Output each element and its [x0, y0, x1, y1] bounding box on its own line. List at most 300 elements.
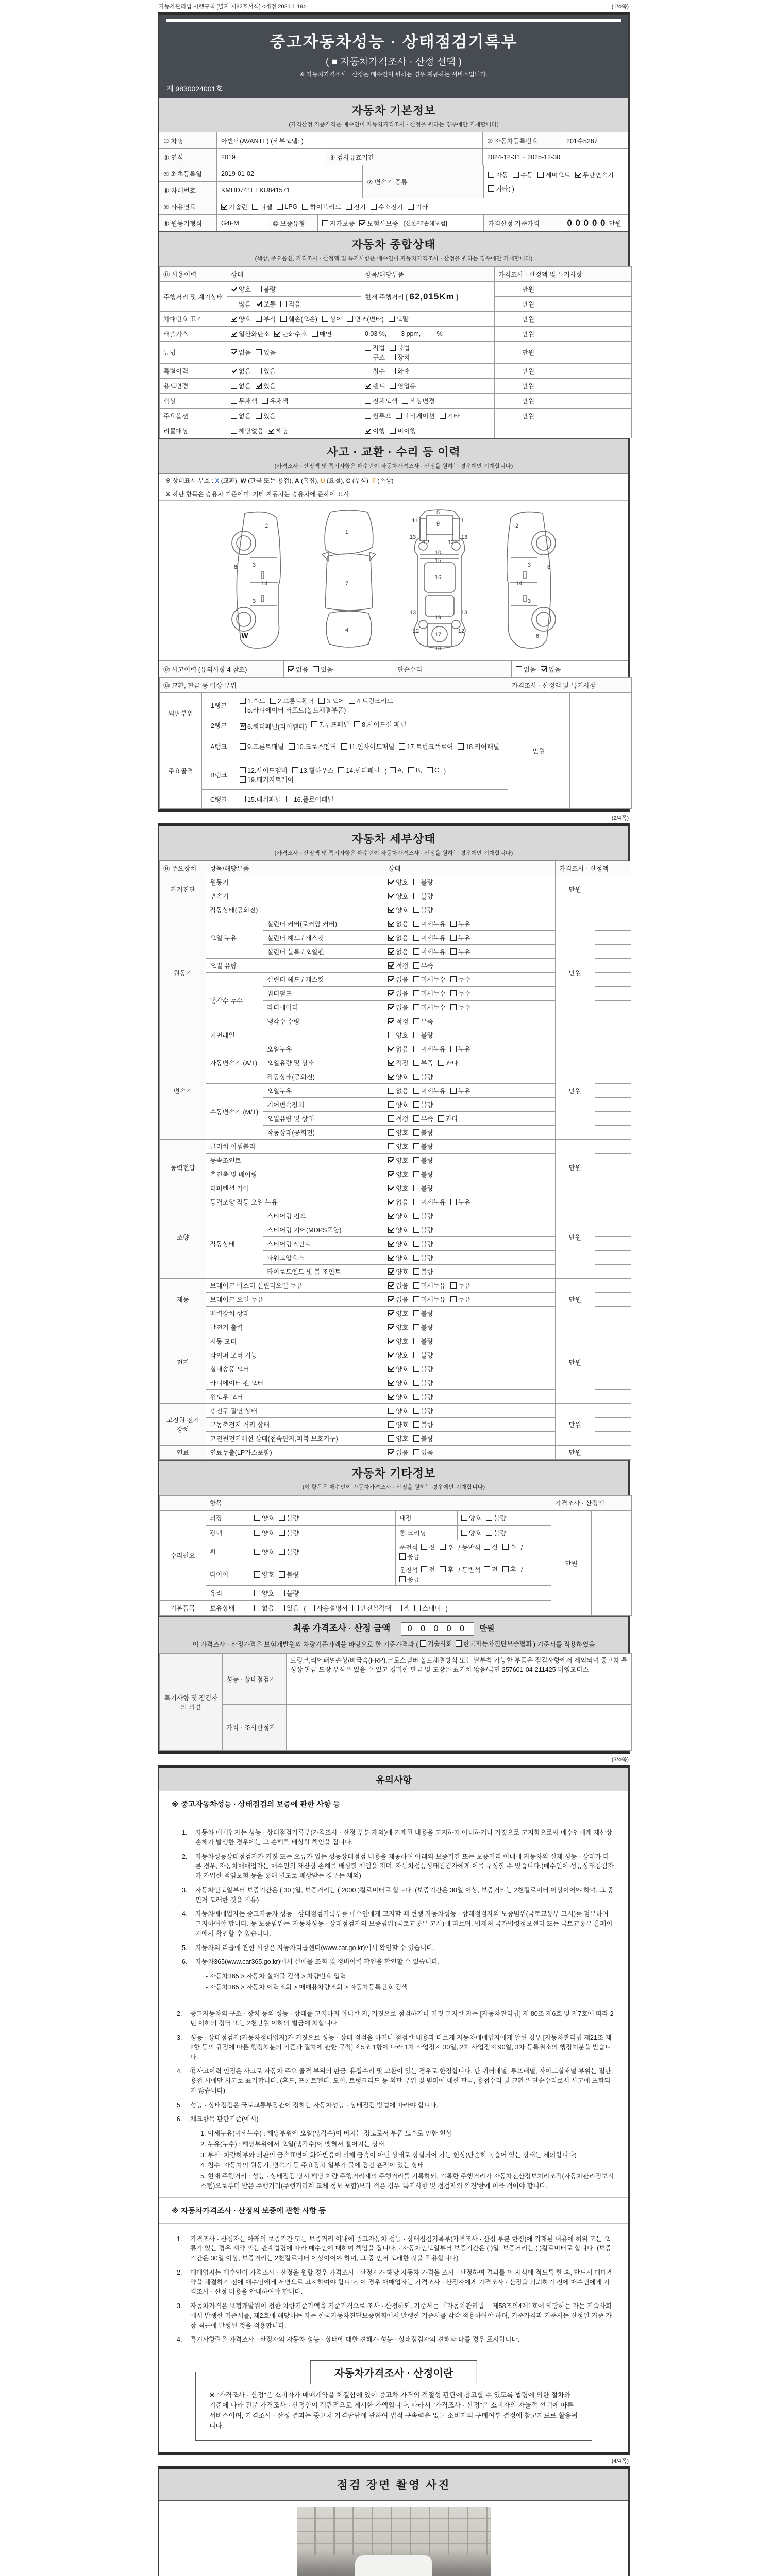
checkbox-label: 과다	[445, 1060, 458, 1067]
checkbox[interactable]	[413, 1268, 419, 1275]
checked-checkbox[interactable]	[388, 1449, 394, 1455]
checkbox[interactable]	[365, 398, 371, 404]
checkbox[interactable]	[413, 990, 419, 996]
checkbox-option	[413, 1030, 433, 1040]
checkbox-label: 양호	[396, 907, 409, 914]
top-meta-line	[158, 2, 630, 12]
checkbox[interactable]	[413, 1157, 419, 1163]
page-2-block	[158, 823, 630, 1754]
checkbox-label: 4.트렁크리드	[356, 698, 393, 705]
checkbox[interactable]	[346, 204, 352, 210]
checkbox[interactable]	[450, 1004, 457, 1010]
checkbox[interactable]	[280, 301, 287, 307]
checked-checkbox[interactable]	[388, 1282, 394, 1289]
checked-checkbox[interactable]	[388, 1380, 394, 1386]
checkbox[interactable]	[254, 1549, 260, 1555]
checkbox[interactable]	[502, 1566, 509, 1572]
checked-checkbox[interactable]	[388, 1352, 394, 1358]
checkbox-label: 후	[510, 1544, 516, 1551]
checked-checkbox[interactable]	[388, 1171, 394, 1177]
item-label: 스티어링 펌프	[263, 1209, 384, 1223]
checkbox[interactable]	[279, 1530, 285, 1536]
item-label: 작동상태(공회전)	[263, 1070, 384, 1084]
checkbox[interactable]	[488, 172, 494, 178]
checkbox[interactable]	[254, 1571, 260, 1578]
registration-number-value: 201수5287	[566, 137, 598, 145]
checkbox[interactable]	[413, 907, 419, 913]
checked-checkbox[interactable]	[388, 921, 394, 927]
checkbox[interactable]	[413, 1282, 419, 1289]
checkbox[interactable]	[354, 721, 360, 727]
checkbox[interactable]	[413, 1185, 419, 1191]
checkbox[interactable]	[341, 743, 347, 750]
checkbox[interactable]	[413, 1324, 419, 1330]
checked-checkbox[interactable]	[388, 990, 394, 996]
checked-checkbox[interactable]	[256, 301, 262, 307]
exchange-price-header: 가격조사 · 산정액 및 특기사항	[508, 678, 632, 693]
checkbox[interactable]	[413, 1143, 419, 1149]
checkbox[interactable]	[254, 1515, 260, 1521]
notice-list-c	[159, 2224, 628, 2355]
checkbox[interactable]	[413, 1046, 419, 1052]
blank-cell	[562, 342, 632, 364]
checkbox-option	[322, 314, 342, 324]
checkbox[interactable]	[390, 354, 396, 360]
checked-checkbox[interactable]	[388, 1227, 394, 1233]
checked-checkbox[interactable]	[575, 172, 581, 178]
checkbox[interactable]	[270, 698, 276, 704]
checkbox-label: 세미오토	[545, 172, 570, 179]
state-checks	[384, 1167, 556, 1181]
checkbox[interactable]	[240, 776, 246, 783]
checkbox[interactable]	[256, 413, 262, 419]
checkbox[interactable]	[440, 1566, 446, 1572]
checkbox[interactable]	[413, 1227, 419, 1233]
notice-item	[177, 2009, 615, 2029]
checkbox[interactable]	[347, 316, 353, 322]
checkbox[interactable]	[390, 767, 396, 773]
checkbox[interactable]	[413, 976, 419, 982]
checked-checkbox[interactable]	[231, 331, 237, 337]
checked-checkbox[interactable]	[388, 1296, 394, 1302]
checkbox-option	[231, 396, 257, 405]
checkbox[interactable]	[461, 1530, 467, 1536]
checkbox[interactable]	[450, 976, 457, 982]
sub-label: 휠	[206, 1540, 250, 1563]
checkbox[interactable]	[488, 185, 494, 192]
checkbox[interactable]	[240, 767, 246, 773]
checked-checkbox[interactable]	[388, 948, 394, 955]
legend-segment: X	[215, 477, 220, 484]
checked-checkbox[interactable]	[359, 220, 365, 226]
blank-cell	[595, 917, 631, 931]
checkbox-label: 있음	[321, 666, 333, 673]
checkbox[interactable]	[402, 398, 408, 404]
item-label: 스티어링 기어(MDPS포함)	[263, 1223, 384, 1237]
checked-checkbox[interactable]	[388, 1074, 394, 1080]
checkbox[interactable]	[240, 707, 246, 713]
checkbox[interactable]	[450, 1088, 457, 1094]
checkbox[interactable]	[440, 413, 446, 419]
notice-item-text: 성능 · 상태점검자(자동차정비업자)가 거짓으로 성능 · 상태 점검을 하거나 점검한 내용과 다르게 자동차매매업자에게 알린 경우 [자동차관리법 제21조 제2항 등의 규정에 따른 행정처분의 기준과 절차에 관한 규칙] 제5조 1항에 따라 1차 사업정지 30일, 2차 사업정지 90일, 3차 등록취소의 행정처분을 받습니다.	[190, 2034, 612, 2061]
blank-cell	[570, 693, 632, 809]
checkbox-option	[322, 218, 355, 228]
checkbox[interactable]	[413, 1435, 419, 1442]
checkbox-label: 무단변속기	[582, 172, 614, 179]
checked-checkbox[interactable]	[274, 331, 280, 337]
checkbox[interactable]	[365, 345, 371, 351]
checked-checkbox[interactable]	[231, 349, 237, 355]
checked-checkbox[interactable]	[388, 1394, 394, 1400]
legend-segment: (판금 또는 용접),	[246, 477, 295, 484]
checkbox[interactable]	[413, 1241, 419, 1247]
checked-checkbox[interactable]	[388, 1185, 394, 1191]
checkbox[interactable]	[256, 368, 262, 374]
checkbox-option	[389, 314, 409, 324]
checkbox[interactable]	[256, 316, 262, 322]
checked-checkbox[interactable]	[541, 666, 547, 672]
checkbox[interactable]	[537, 172, 544, 178]
checked-checkbox[interactable]	[268, 428, 274, 434]
checkbox[interactable]	[413, 1421, 419, 1428]
document-number: 제 9830024001호	[166, 84, 223, 93]
checked-checkbox[interactable]	[388, 1366, 394, 1372]
checkbox[interactable]	[413, 879, 419, 885]
price-assessor-remarks-text	[287, 1705, 632, 1751]
checkbox[interactable]	[240, 698, 246, 704]
checkbox[interactable]	[413, 1060, 419, 1066]
checked-checkbox[interactable]	[388, 976, 394, 982]
item-label: 브레이크 마스터 실린더오일 누유	[206, 1279, 384, 1293]
blank-cell	[595, 1070, 631, 1084]
checkbox[interactable]	[484, 1544, 490, 1550]
checked-checkbox[interactable]	[388, 1157, 394, 1163]
checkbox[interactable]	[413, 1129, 419, 1136]
device-group-label: 연료	[160, 1446, 206, 1460]
checkbox[interactable]	[390, 428, 396, 434]
checkbox[interactable]	[318, 698, 325, 704]
checkbox-label: 있음	[263, 368, 276, 375]
checkbox[interactable]	[365, 368, 371, 374]
checkbox[interactable]	[389, 316, 395, 322]
checkbox[interactable]	[438, 1115, 444, 1122]
checkbox[interactable]	[262, 398, 268, 404]
checkbox[interactable]	[413, 1074, 419, 1080]
checkbox-option	[427, 767, 439, 774]
checkbox[interactable]	[413, 1366, 419, 1372]
checkbox-label: 영업용	[397, 383, 416, 390]
checkbox[interactable]	[279, 1605, 285, 1611]
checkbox[interactable]	[450, 990, 457, 996]
sub-label: 내장	[396, 1511, 458, 1526]
checked-checkbox[interactable]	[388, 1004, 394, 1010]
checkbox[interactable]	[338, 767, 344, 773]
checkbox[interactable]	[486, 1530, 492, 1536]
checkbox[interactable]	[458, 743, 464, 750]
blank-cell	[595, 1042, 631, 1056]
checked-checkbox[interactable]	[256, 383, 262, 389]
checkbox-label: 후	[510, 1566, 516, 1573]
checkbox[interactable]	[413, 962, 419, 969]
checked-checkbox[interactable]	[231, 316, 237, 322]
checkbox[interactable]	[413, 1199, 419, 1205]
checkbox-label: 불량	[421, 893, 433, 900]
checkbox[interactable]	[252, 204, 258, 210]
checkbox-label: 불량	[263, 286, 276, 293]
checkbox[interactable]	[413, 921, 419, 927]
checked-checkbox[interactable]	[388, 1060, 394, 1066]
price-unit-cell: 만원	[495, 327, 562, 342]
checkbox[interactable]	[279, 1590, 285, 1596]
regulation-reference: 자동차관리법 시행규칙 [별지 제82호서식] <개정 2021.1.19>	[159, 4, 307, 10]
checked-checkbox[interactable]	[388, 962, 394, 969]
checkbox[interactable]	[413, 1338, 419, 1344]
checkbox-option	[274, 329, 307, 338]
checkbox-label: 없음	[396, 1004, 409, 1011]
checkbox[interactable]	[408, 204, 414, 210]
checkbox[interactable]	[421, 1544, 427, 1550]
checked-checkbox[interactable]	[388, 1213, 394, 1219]
checkbox[interactable]	[461, 1515, 467, 1521]
item-label: 스티어링조인트	[263, 1237, 384, 1251]
checked-checkbox[interactable]	[388, 1324, 394, 1330]
checkbox[interactable]	[280, 316, 287, 322]
checkbox-option	[450, 1281, 470, 1290]
basic-item-checks	[250, 1601, 551, 1616]
checked-checkbox[interactable]	[221, 204, 227, 210]
checkbox[interactable]	[413, 1088, 419, 1094]
checkbox[interactable]	[413, 1101, 419, 1108]
checkbox[interactable]	[450, 921, 457, 927]
checkbox[interactable]	[231, 428, 237, 434]
checkbox[interactable]	[349, 698, 355, 704]
checkbox[interactable]	[413, 1310, 419, 1316]
checkbox-option	[292, 766, 334, 775]
checkbox-label: 훼손(오손)	[288, 316, 317, 323]
checked-checkbox[interactable]	[288, 666, 294, 672]
checkbox[interactable]	[388, 1143, 394, 1149]
checkbox[interactable]	[388, 1101, 394, 1108]
checkbox-option	[513, 170, 533, 179]
checked-checkbox[interactable]	[388, 1338, 394, 1344]
checkbox[interactable]	[413, 1213, 419, 1219]
checkbox[interactable]	[311, 721, 317, 727]
w-mark-checkbox[interactable]: w	[240, 723, 246, 730]
checkbox-option	[365, 411, 391, 420]
checkbox[interactable]	[440, 1544, 446, 1550]
checkbox[interactable]	[413, 1352, 419, 1358]
checkbox[interactable]	[413, 1171, 419, 1177]
checkbox[interactable]	[396, 413, 402, 419]
checked-checkbox[interactable]	[388, 907, 394, 913]
checkbox[interactable]	[516, 666, 522, 672]
notice-sub-item: 3. 부식: 차량하부와 외판의 금속표면이 화학반응에 의해 금속이 아닌 상태로 상실되어 가는 현상(단순히 녹슬어 있는 상태는 제외합니다)	[200, 2151, 577, 2159]
checkbox[interactable]	[390, 383, 396, 389]
checkbox[interactable]	[456, 1640, 462, 1647]
checkbox[interactable]	[399, 1553, 406, 1560]
checkbox-label: 있음	[263, 383, 276, 390]
checkbox[interactable]	[450, 935, 457, 941]
checkbox[interactable]	[279, 1571, 285, 1578]
checkbox[interactable]	[254, 1590, 260, 1596]
checkbox[interactable]	[388, 1129, 394, 1136]
checkbox[interactable]	[413, 948, 419, 955]
checkbox[interactable]	[277, 204, 283, 210]
checkbox[interactable]	[388, 1435, 394, 1442]
checkbox[interactable]	[413, 1032, 419, 1038]
checkbox[interactable]	[390, 368, 396, 374]
checkbox[interactable]	[279, 1549, 285, 1555]
checked-checkbox[interactable]	[365, 383, 371, 389]
checkbox[interactable]	[256, 349, 262, 355]
item-label: 작동상태(공회전)	[206, 903, 384, 917]
wheel-position-checks	[396, 1540, 551, 1563]
checkbox[interactable]	[420, 1640, 426, 1647]
checkbox-label: 적정	[396, 1060, 409, 1067]
plain-text: )	[445, 1605, 448, 1613]
checkbox[interactable]	[421, 1566, 427, 1572]
accident-history-label: ⑫ 사고이력 (유의사항 4 참조)	[159, 661, 284, 677]
checkbox[interactable]	[427, 767, 433, 773]
legend-segment: (교환),	[219, 477, 241, 484]
checked-checkbox[interactable]	[388, 879, 394, 885]
checkbox[interactable]	[286, 796, 292, 802]
checkbox[interactable]	[450, 1046, 457, 1052]
checkbox[interactable]	[388, 1088, 394, 1094]
checkbox-label: 17.트렁크플로어	[407, 743, 453, 751]
checkbox[interactable]	[309, 1605, 315, 1611]
checkbox[interactable]	[254, 1530, 260, 1536]
checkbox-option	[413, 1003, 446, 1012]
checkbox-label: 과다	[445, 1115, 458, 1123]
checkbox[interactable]	[484, 1566, 490, 1572]
checkbox-option	[346, 202, 366, 211]
final-price-note	[159, 1639, 628, 1649]
checked-checkbox[interactable]	[388, 1310, 394, 1316]
checkbox[interactable]	[450, 948, 457, 955]
checkbox[interactable]	[292, 767, 298, 773]
checked-checkbox[interactable]	[231, 286, 237, 292]
checkbox[interactable]	[390, 345, 396, 351]
checkbox[interactable]	[289, 743, 295, 750]
checkbox-option	[402, 396, 434, 405]
checkbox[interactable]	[413, 1255, 419, 1261]
checked-checkbox[interactable]	[388, 1255, 394, 1261]
checkbox[interactable]	[399, 743, 405, 750]
checkbox[interactable]	[365, 413, 371, 419]
blank-cell	[562, 327, 632, 342]
item-label: 동력조향 작동 오일 누유	[206, 1195, 384, 1209]
checkbox[interactable]	[352, 1605, 359, 1611]
checkbox[interactable]	[438, 1060, 444, 1066]
checkbox[interactable]	[231, 383, 237, 389]
checkbox-label: 불량	[421, 1101, 433, 1109]
device-group-label: 조향	[160, 1195, 206, 1279]
checkbox[interactable]	[414, 1605, 421, 1611]
checkbox[interactable]	[413, 1380, 419, 1386]
checkbox[interactable]	[256, 286, 262, 292]
checked-checkbox[interactable]	[365, 428, 371, 434]
checkbox[interactable]	[240, 743, 246, 750]
checkbox[interactable]	[450, 1296, 457, 1302]
checkbox[interactable]	[450, 1282, 457, 1289]
checkbox[interactable]	[240, 796, 246, 802]
basic-info-title: 자동차 기본정보	[351, 104, 436, 117]
other-price-cell: 만원	[551, 1511, 592, 1616]
checkbox-label: 자가보증	[330, 219, 355, 227]
checkbox-option	[256, 348, 276, 357]
notice-item-number: 3.	[177, 2302, 182, 2310]
checkbox[interactable]	[365, 354, 371, 360]
checkbox-option	[413, 1281, 446, 1290]
checkbox[interactable]	[371, 204, 377, 210]
checkbox[interactable]	[413, 893, 419, 899]
checked-checkbox[interactable]	[388, 1046, 394, 1052]
checkbox[interactable]	[413, 1394, 419, 1400]
checkbox-label: 없음	[396, 1088, 409, 1095]
blank-cell	[595, 1320, 631, 1334]
checkbox[interactable]	[513, 172, 519, 178]
legend-segment: A	[295, 477, 299, 484]
checkbox[interactable]	[486, 1515, 492, 1521]
checkbox[interactable]	[413, 1004, 419, 1010]
checkbox-label: 불량	[421, 1157, 433, 1164]
checked-checkbox[interactable]	[388, 893, 394, 899]
checkbox[interactable]	[279, 1515, 285, 1521]
checkbox[interactable]	[388, 1421, 394, 1428]
checkbox[interactable]	[413, 1449, 419, 1455]
checked-checkbox[interactable]	[388, 935, 394, 941]
checkbox-label: 미세누유	[421, 1088, 446, 1095]
checkbox[interactable]	[399, 1576, 406, 1582]
checkbox[interactable]	[254, 1605, 260, 1611]
item-label: 클러치 어셈블리	[206, 1140, 384, 1154]
checkbox[interactable]	[302, 204, 308, 210]
checked-checkbox[interactable]	[231, 368, 237, 374]
checkbox-option	[461, 1528, 481, 1537]
checkbox[interactable]	[408, 767, 414, 773]
checkbox-option	[231, 299, 251, 309]
checkbox[interactable]	[312, 331, 318, 337]
checkbox[interactable]	[413, 1296, 419, 1302]
checked-checkbox[interactable]	[388, 1199, 394, 1205]
checkbox[interactable]	[388, 1032, 394, 1038]
checkbox[interactable]	[413, 1018, 419, 1024]
blank-cell	[595, 903, 631, 917]
checkbox[interactable]	[413, 1115, 419, 1122]
room-cleaning-checks	[458, 1526, 551, 1540]
checkbox[interactable]	[231, 301, 237, 307]
checkbox[interactable]	[322, 316, 328, 322]
checkbox-label: 있음	[421, 1449, 433, 1456]
checkbox[interactable]	[413, 1408, 419, 1414]
checkbox[interactable]	[450, 1199, 457, 1205]
checkbox[interactable]	[413, 935, 419, 941]
checked-checkbox[interactable]	[388, 1018, 394, 1024]
item-label: 냉각수 수량	[263, 1014, 384, 1028]
checkbox[interactable]	[388, 1115, 394, 1122]
blank-cell	[595, 1098, 631, 1112]
checkbox[interactable]	[322, 220, 328, 226]
checkbox[interactable]	[231, 398, 237, 404]
checkbox[interactable]	[396, 1605, 402, 1611]
checkbox[interactable]	[231, 413, 237, 419]
checkbox[interactable]	[388, 1408, 394, 1414]
checkbox[interactable]	[502, 1544, 509, 1550]
checkbox[interactable]	[313, 666, 319, 672]
checked-checkbox[interactable]	[388, 1241, 394, 1247]
checked-checkbox[interactable]	[388, 1268, 394, 1275]
